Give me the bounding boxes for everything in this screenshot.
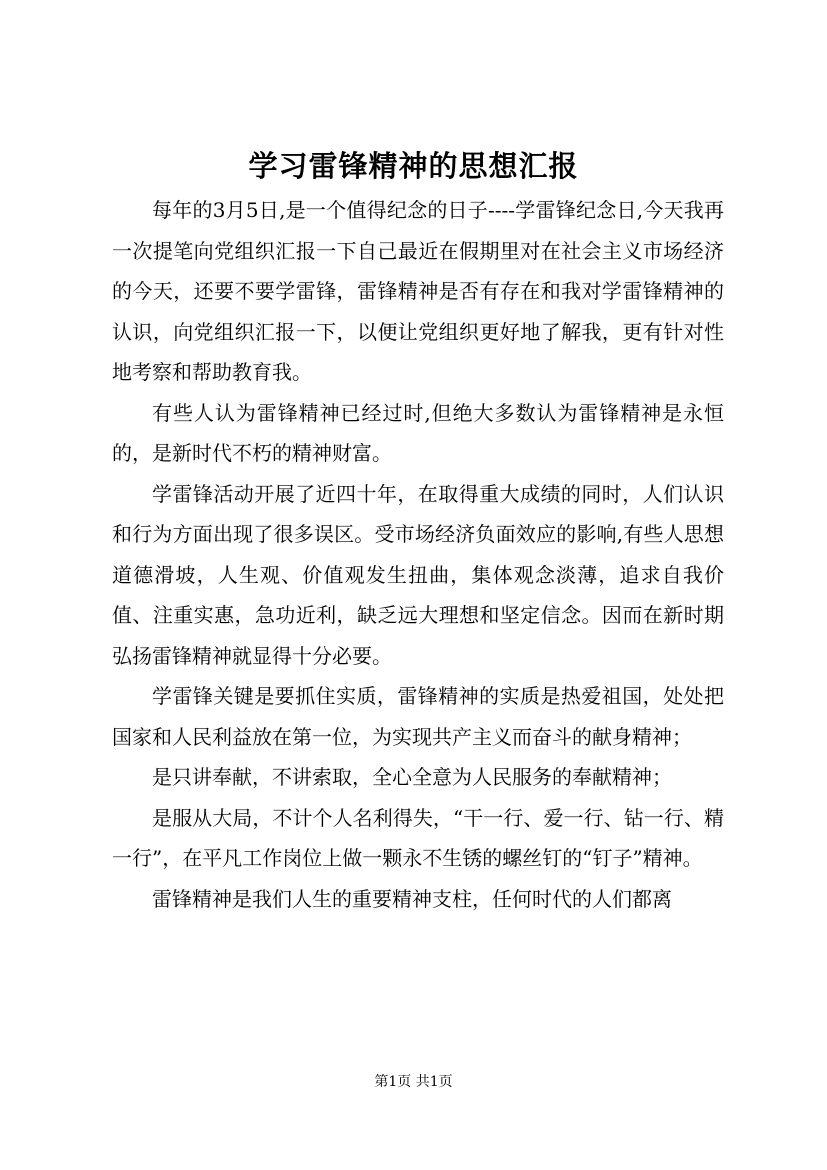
document-body: [112, 190, 724, 919]
paragraph-6: 是服从大局，不计个人名利得失，“干一行、爱一行、钻一行、精一行”，在平凡工作岗位上做一颗永不生锈的螺丝钉的“钉子”精神。: [112, 805, 724, 870]
document-title: 学习雷锋精神的思想汇报: [248, 149, 579, 183]
paragraph-1: 每年的3月5日,是一个值得纪念的日子----学雷锋纪念日,今天我再一次提笔向党组织汇报一下自己最近在假期里对在社会主义市场经济的今天，还要不要学雷锋，雷锋精神是否有存在和我对学雷锋精神的认识，向党组织汇报一下，以便让党组织更好地了解我，更有针对性地考察和帮助教育我。: [112, 198, 724, 384]
paragraph-4: 学雷锋关键是要抓住实质，雷锋精神的实质是热爱祖国，处处把国家和人民利益放在第一位，为实现共产主义而奋斗的献身精神；: [112, 684, 724, 749]
page-footer: 第1页 共1页: [374, 1074, 453, 1090]
paragraph-3: 学雷锋活动开展了近四十年，在取得重大成绩的同时，人们认识和行为方面出现了很多误区。受市场经济负面效应的影响,有些人思想道德滑坡，人生观、价值观发生扭曲，集体观念淡薄，追求自我价值、注重实惠，急功近利，缺乏远大理想和坚定信念。因而在新时期弘扬雷锋精神就显得十分必要。: [112, 481, 724, 668]
paragraph-2: 有些人认为雷锋精神已经过时,但绝大多数认为雷锋精神是永恒的，是新时代不朽的精神财富。: [112, 400, 724, 465]
paragraph-7: 雷锋精神是我们人生的重要精神支柱，任何时代的人们都离: [152, 886, 672, 911]
paragraph-5: 是只讲奉献，不讲索取，全心全意为人民服务的奉献精神；: [152, 765, 672, 789]
